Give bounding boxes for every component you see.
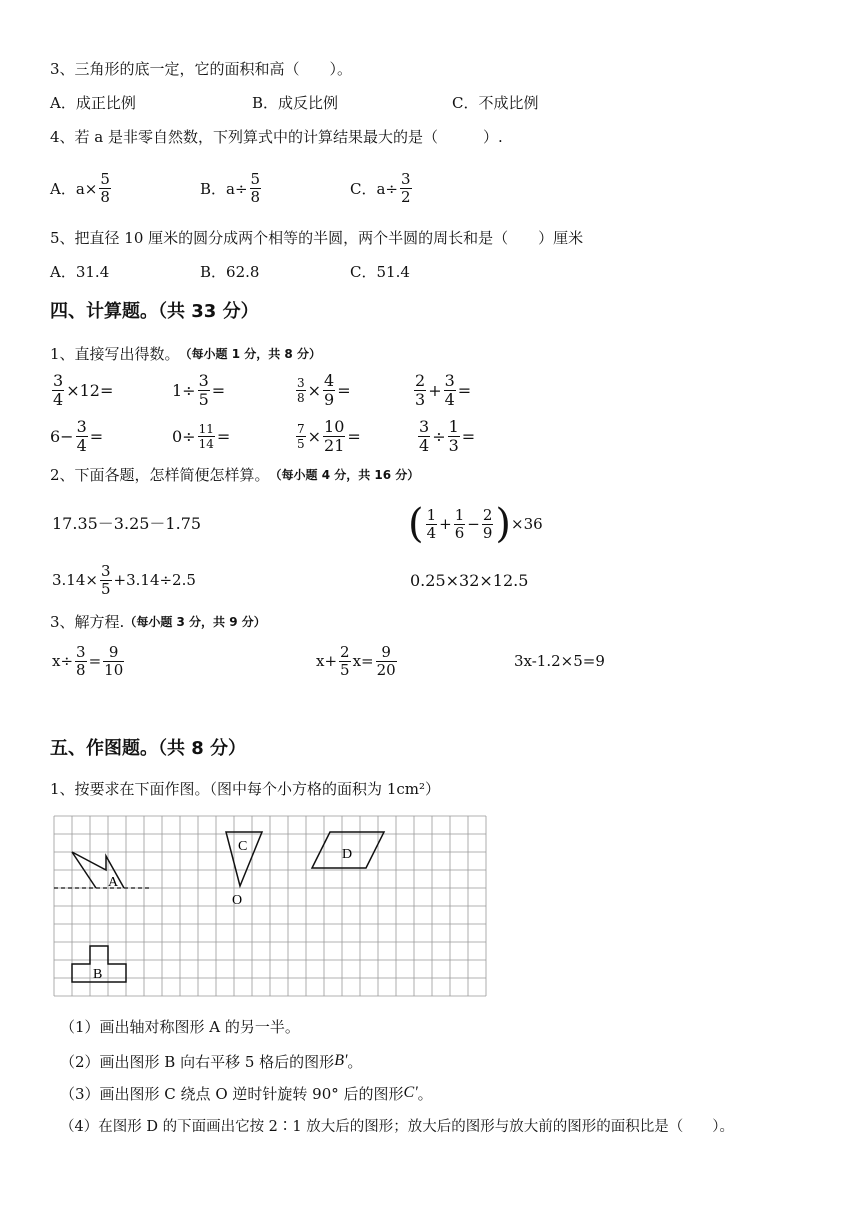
expression-rest: +3.14÷2.5 bbox=[113, 571, 196, 589]
denominator: 4 bbox=[53, 389, 64, 409]
denominator: 5 bbox=[340, 660, 350, 679]
denominator: 14 bbox=[198, 436, 214, 451]
denominator: 9 bbox=[482, 523, 493, 542]
figure-b-label: B bbox=[93, 967, 103, 982]
section-5-title: 五、作图题。（共 8 分） bbox=[50, 738, 247, 759]
denominator: 8 bbox=[297, 390, 305, 405]
q4-b-numerator: 5 bbox=[250, 169, 261, 188]
point-o-label: O bbox=[232, 893, 243, 908]
b-prime-symbol: B' bbox=[334, 1052, 348, 1069]
denominator: 4 bbox=[76, 435, 87, 455]
expression-rest: ×36 bbox=[511, 515, 543, 533]
numerator: 1 bbox=[426, 505, 437, 524]
q4-a-numerator: 5 bbox=[100, 169, 110, 188]
sec4-p1-label: 1、直接写出得数。 bbox=[50, 344, 180, 363]
figure-c-label: C bbox=[238, 839, 248, 854]
numerator: 3 bbox=[444, 370, 455, 390]
operator: + bbox=[428, 380, 442, 400]
expression-rest: = bbox=[216, 426, 231, 446]
step-3-end: 。 bbox=[417, 1084, 433, 1103]
figure-a-label: A bbox=[108, 875, 119, 890]
numerator: 9 bbox=[381, 642, 391, 661]
calc-expression-7 bbox=[294, 414, 361, 458]
calc-expression-1 bbox=[50, 368, 113, 412]
denominator: 5 bbox=[297, 436, 305, 451]
simplify-expression-4: 0.25×32×12.5 bbox=[410, 571, 529, 590]
denominator: 3 bbox=[448, 435, 459, 455]
denominator: 6 bbox=[454, 523, 465, 542]
numerator: 2 bbox=[340, 642, 350, 661]
expression-rest: ×12= bbox=[66, 380, 114, 400]
calc-expression-5 bbox=[50, 414, 103, 458]
sec5-step-2 bbox=[60, 1052, 362, 1070]
q4-b-prefix: B．a÷ bbox=[200, 179, 248, 198]
q5-option-b: B．62.8 bbox=[200, 263, 260, 281]
numerator: 4 bbox=[324, 370, 335, 390]
numerator: 3 bbox=[419, 416, 430, 436]
numerator: 3 bbox=[76, 416, 87, 436]
numerator: 1 bbox=[448, 416, 459, 436]
numerator: 11 bbox=[198, 421, 214, 436]
q5-option-c: C．51.4 bbox=[350, 263, 410, 281]
numerator: 7 bbox=[297, 421, 305, 436]
step-2-end: 。 bbox=[347, 1052, 363, 1071]
denominator: 5 bbox=[100, 579, 111, 598]
calc-expression-8 bbox=[416, 414, 475, 458]
q4-a-prefix: A．a× bbox=[50, 179, 98, 198]
sec4-p2-heading bbox=[50, 465, 419, 483]
q4-c-denominator: 2 bbox=[401, 187, 411, 206]
simplify-expression-2 bbox=[408, 500, 543, 548]
sec4-p2-label: 2、下面各题，怎样简便怎样算。 bbox=[50, 465, 270, 484]
numerator: 2 bbox=[482, 505, 493, 524]
operator: + bbox=[439, 515, 452, 533]
expression-rest: = bbox=[461, 426, 476, 446]
equation-prefix: x÷ bbox=[52, 652, 74, 670]
step-2-text: （2）画出图形 B 向右平移 5 格后的图形 bbox=[60, 1052, 335, 1071]
expression-rest: = bbox=[457, 380, 472, 400]
calc-expression-6 bbox=[172, 414, 230, 458]
sec5-step-4: （4）在图形 D 的下面画出它按 2∶1 放大后的图形；放大后的图形与放大前的图形的面积比是（ ）。 bbox=[60, 1119, 734, 1135]
sec5-step-3 bbox=[60, 1084, 433, 1102]
numerator: 2 bbox=[415, 370, 426, 390]
denominator: 4 bbox=[419, 435, 430, 455]
expression-rest: = bbox=[347, 426, 361, 446]
simplify-expression-1: 17.35－3.25－1.75 bbox=[52, 514, 202, 533]
expression-prefix: 0÷ bbox=[172, 426, 196, 446]
denominator: 21 bbox=[324, 435, 345, 455]
denominator: 5 bbox=[198, 389, 209, 409]
simplify-expression-3 bbox=[52, 558, 196, 602]
drawing-grid bbox=[52, 812, 492, 1004]
expression-prefix: 1÷ bbox=[172, 380, 196, 400]
numerator: 3 bbox=[76, 642, 86, 661]
numerator: 3 bbox=[53, 370, 64, 390]
q3-stem: 3、三角形的底一定，它的面积和高（ ）。 bbox=[50, 60, 353, 78]
q3-option-b: B．成反比例 bbox=[252, 94, 339, 112]
numerator: 9 bbox=[108, 642, 119, 661]
q4-c-prefix: C．a÷ bbox=[350, 179, 398, 198]
sec4-p1-note: （每小题 1 分，共 8 分） bbox=[179, 346, 321, 361]
calc-expression-2 bbox=[172, 368, 225, 412]
equation-prefix: x+ bbox=[316, 652, 338, 670]
equation-mid: x= bbox=[352, 652, 374, 670]
q5-stem: 5、把直径 10 厘米的圆分成两个相等的半圆，两个半圆的周长和是（ ）厘米 bbox=[50, 229, 584, 247]
q4-b-denominator: 8 bbox=[250, 187, 261, 206]
right-paren: ) bbox=[495, 501, 512, 547]
q4-option-a bbox=[50, 166, 113, 210]
numerator: 10 bbox=[324, 416, 345, 436]
sec4-p3-heading bbox=[50, 612, 266, 630]
equation-3: 3x-1.2×5=9 bbox=[514, 652, 605, 670]
sec5-q1-stem: 1、按要求在下面作图。（图中每个小方格的面积为 1cm²） bbox=[50, 780, 440, 798]
sec5-step-1: （1）画出轴对称图形 A 的另一半。 bbox=[60, 1018, 300, 1036]
denominator: 4 bbox=[444, 389, 455, 409]
q3-option-c: C．不成比例 bbox=[452, 94, 539, 112]
equation-2 bbox=[316, 638, 399, 684]
q4-stem: 4、若 a 是非零自然数，下列算式中的计算结果最大的是（ ）. bbox=[50, 128, 503, 146]
expression-prefix: 6− bbox=[50, 426, 74, 446]
operator: − bbox=[467, 515, 480, 533]
denominator: 20 bbox=[376, 660, 396, 679]
q4-option-b bbox=[200, 166, 263, 210]
c-prime-symbol: C' bbox=[403, 1084, 418, 1101]
sec4-p1-heading bbox=[50, 344, 321, 362]
q4-c-numerator: 3 bbox=[401, 169, 411, 188]
expression-rest: = bbox=[337, 380, 351, 400]
expression-prefix: 3.14× bbox=[52, 571, 98, 589]
calc-expression-4 bbox=[412, 368, 471, 412]
grid-lines bbox=[54, 816, 486, 996]
q4-a-denominator: 8 bbox=[100, 187, 110, 206]
expression-rest: = bbox=[211, 380, 226, 400]
expression-rest: = bbox=[89, 426, 104, 446]
sec4-p3-label: 3、解方程. bbox=[50, 612, 125, 631]
q4-option-c bbox=[350, 166, 414, 210]
denominator: 8 bbox=[76, 660, 86, 679]
operator: ÷ bbox=[432, 426, 446, 446]
denominator: 10 bbox=[104, 660, 124, 679]
equation-mid: = bbox=[88, 652, 102, 670]
figure-d-label: D bbox=[342, 847, 353, 862]
operator: × bbox=[307, 426, 322, 446]
numerator: 3 bbox=[297, 375, 305, 390]
q5-option-a: A．31.4 bbox=[50, 263, 110, 281]
equation-1 bbox=[52, 638, 126, 684]
denominator: 4 bbox=[426, 523, 437, 542]
denominator: 9 bbox=[324, 389, 335, 409]
denominator: 3 bbox=[415, 389, 426, 409]
calc-expression-3 bbox=[294, 368, 351, 412]
left-paren: ( bbox=[408, 501, 424, 547]
sec4-p2-note: （每小题 4 分，共 16 分） bbox=[269, 467, 420, 482]
sec4-p3-note: （每小题 3 分，共 9 分） bbox=[124, 614, 266, 629]
numerator: 3 bbox=[198, 370, 209, 390]
numerator: 3 bbox=[100, 561, 111, 580]
operator: × bbox=[307, 380, 322, 400]
section-4-title: 四、计算题。（共 33 分） bbox=[50, 301, 259, 322]
step-3-text: （3）画出图形 C 绕点 O 逆时针旋转 90° 后的图形 bbox=[60, 1084, 404, 1103]
q3-option-a: A．成正比例 bbox=[50, 94, 136, 112]
numerator: 1 bbox=[454, 505, 465, 524]
